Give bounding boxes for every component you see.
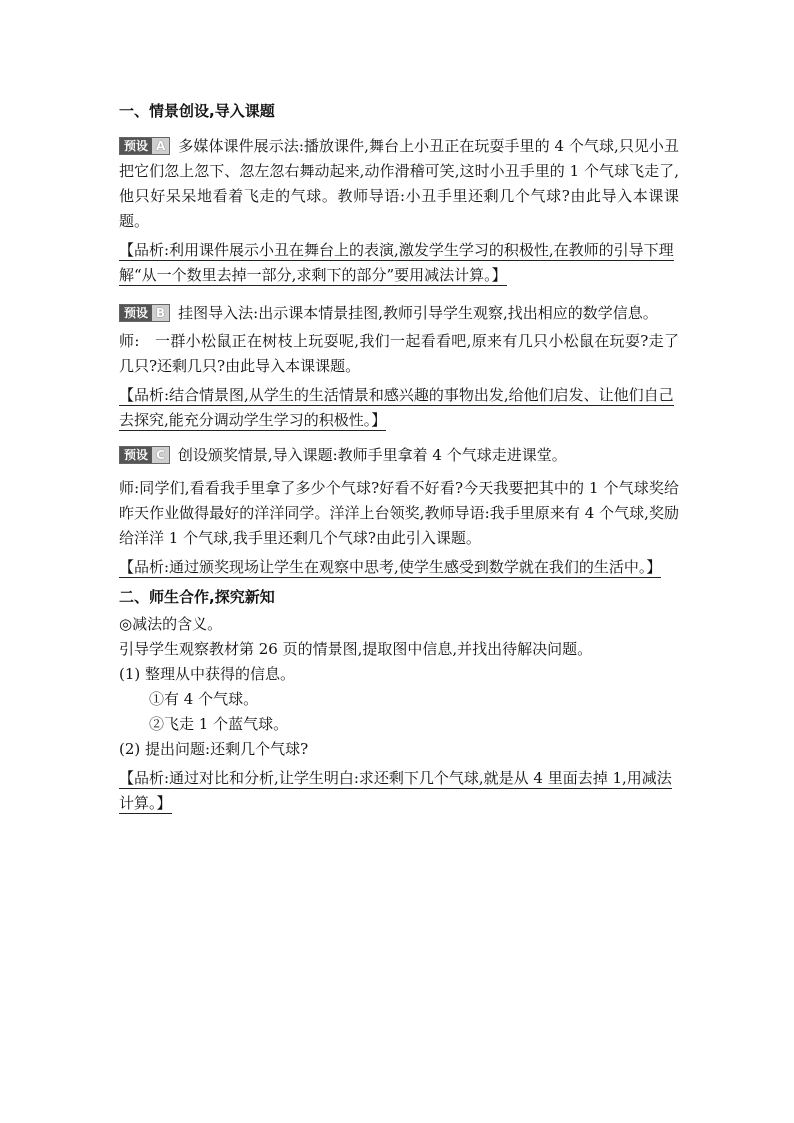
- step-1: (1) 整理从中获得的信息。: [119, 665, 296, 683]
- option-c-teacher: 师:同学们,看看我手里拿了多少个气球?好看不好看?今天我要把其中的 1 个气球奖给昨天作业做得最好的洋洋同学。洋洋上台领奖,教师导语:我手里原来有 4 个气球,奖励给洋洋 1 个气球,我手里还剩几个气球?由此引入课题。: [119, 479, 679, 547]
- intro-line: 引导学生观察教材第 26 页的情景图,提取图中信息,并找出待解决问题。: [119, 640, 593, 658]
- option-c-analysis: 【品析:通过颁奖现场让学生在观察中思考,使学生感受到数学就在我们的生活中。】: [119, 558, 662, 576]
- step-2: (2) 提出问题:还剩几个气球?: [119, 740, 309, 758]
- topic-line: ◎减法的含义。: [119, 615, 223, 633]
- section-heading-1: 一、情景创设,导入课题: [119, 102, 275, 120]
- info-item-1: ①有 4 个气球。: [149, 690, 259, 708]
- option-b-block: [119, 298, 679, 433]
- option-a-analysis: 【品析:利用课件展示小丑在舞台上的表演,激发学生学习的积极性,在教师的引导下理解“从一个数里去掉一部分,求剩下的部分”要用减法计算。】: [119, 241, 674, 284]
- option-c-tag: 预设 C: [119, 446, 170, 464]
- info-item-2: ②飞走 1 个蓝气球。: [149, 715, 289, 733]
- option-b-analysis: 【品析:结合情景图,从学生的生活情景和感兴趣的事物出发,给他们启发、让他们自己去探究,能充分调动学生学习的积极性。】: [119, 386, 674, 429]
- option-a-text: 多媒体课件展示法:播放课件,舞台上小丑正在玩耍手里的 4 个气球,只见小丑把它们忽上忽下、忽左忽右舞动起来,动作滑稽可笑,这时小丑手里的 1 个气球飞走了,他只好呆呆地看着飞走的气球。教师导语:小丑手里还剩几个气球?由此导入本课课题。: [119, 137, 679, 230]
- section-heading-2: 二、师生合作,探究新知: [119, 588, 275, 606]
- option-a-tag: 预设 A: [119, 137, 170, 155]
- option-a-block: [119, 134, 679, 288]
- section-2-analysis: 【品析:通过对比和分析,让学生明白:求还剩下几个气球,就是从 4 里面去掉 1,用减法计算。】: [119, 769, 672, 812]
- option-c-block: [119, 443, 679, 580]
- lesson-content: [119, 96, 679, 816]
- option-b-teacher: 师: 一群小松鼠正在树枝上玩耍呢,我们一起看看吧,原来有几只小松鼠在玩耍?走了几只?还剩几只?由此导入本课课题。: [119, 332, 679, 375]
- option-c-text: 创设颁奖情景,导入课题:教师手里拿着 4 个气球走进课堂。: [177, 446, 567, 464]
- option-b-text: 挂图导入法:出示课本情景挂图,教师引导学生观察,找出相应的数学信息。: [178, 304, 658, 322]
- option-b-tag: 预设 B: [119, 304, 170, 322]
